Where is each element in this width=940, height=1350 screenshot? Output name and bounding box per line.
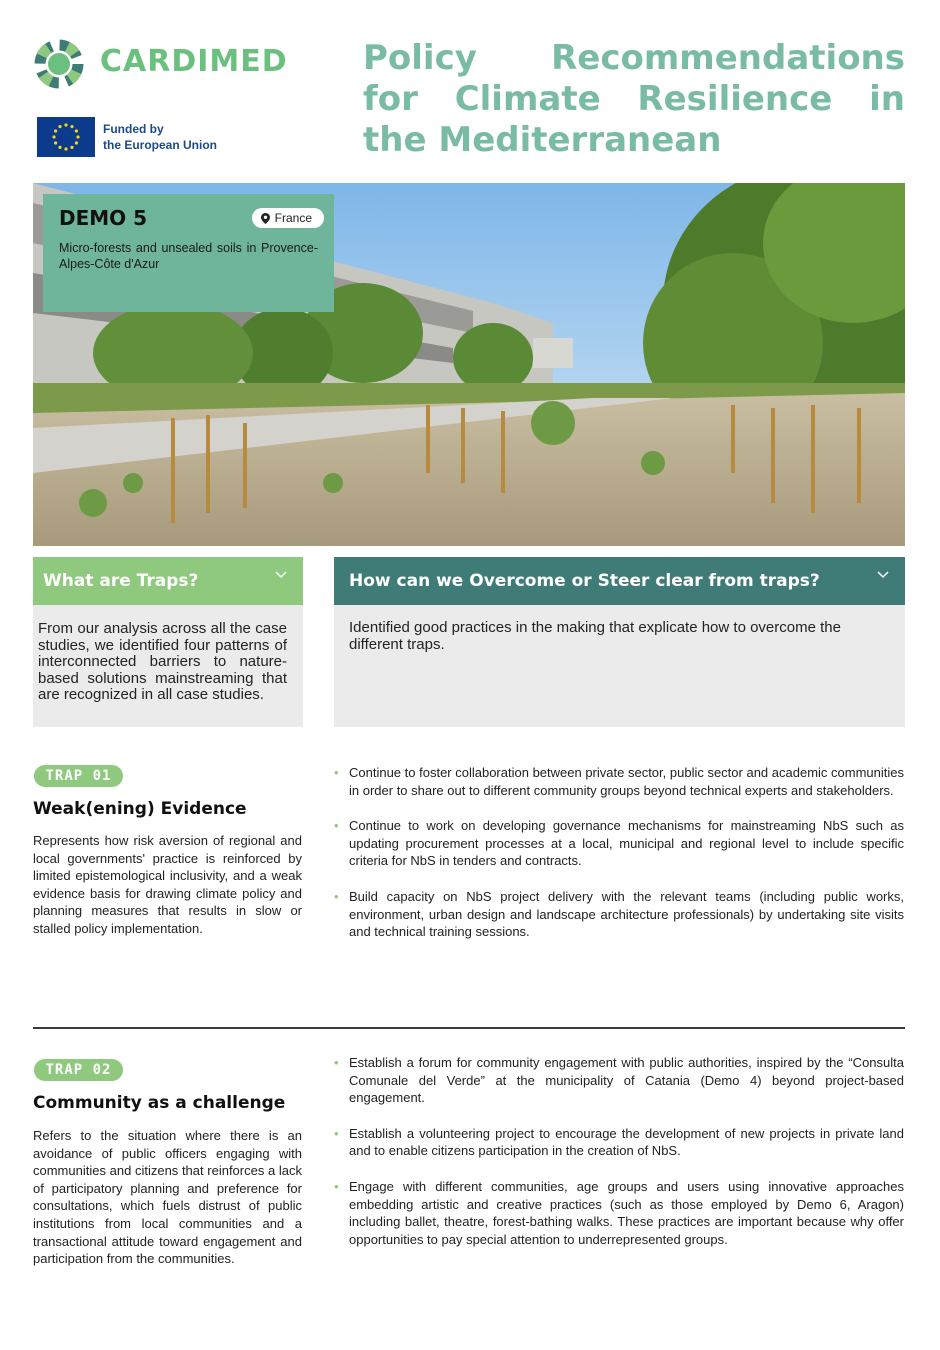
recommendation-item: • Establish a forum for community engagement with public authorities, inspired by the “Consulta Comunale del Verde” at the municipality of Catania (Demo 4) beyond project-based engagement. xyxy=(334,1054,904,1107)
overcome-section-body: Identified good practices in the making that explicate how to overcome the different traps. xyxy=(334,605,905,727)
recommendation-item: • Establish a volunteering project to encourage the development of new projects in private land and to enable citizens participation in the creation of NbS. xyxy=(334,1125,904,1160)
recommendation-item: • Build capacity on NbS project delivery with the relevant teams (including public works, environment, urban design and landscape architecture professionals) by undertaking site visits and technical training sessions. xyxy=(334,888,904,941)
recommendation-item: • Continue to foster collaboration between private sector, public sector and academic communities in order to share out to different community groups beyond technical experts and stakeholders. xyxy=(334,764,904,799)
trap-recommendations xyxy=(334,1054,904,1266)
cardimed-logo-icon xyxy=(33,38,85,90)
funded-line-1: Funded by xyxy=(103,122,164,136)
page-title: Policy Recommendations for Climate Resilience in the Mediterranean xyxy=(363,38,905,160)
trap-title: Weak(ening) Evidence xyxy=(33,799,247,819)
chevron-down-icon[interactable] xyxy=(877,569,889,581)
trap-recommendations xyxy=(334,764,904,959)
overcome-section-title: How can we Overcome or Steer clear from traps? xyxy=(349,571,820,591)
eu-flag-icon xyxy=(37,117,95,157)
demo-info-box xyxy=(43,194,334,312)
funded-line-2: the European Union xyxy=(103,138,217,152)
brand-name: CARDIMED xyxy=(100,44,288,79)
traps-section-header[interactable] xyxy=(33,557,303,605)
trap-tag: TRAP 01 xyxy=(34,765,123,787)
demo-description: Micro-forests and unsealed soils in Provence-Alpes-Côte d'Azur xyxy=(59,241,318,271)
recommendation-item: • Continue to work on developing governance mechanisms for mainstreaming NbS such as updating procurement processes at a local, municipal and regional level to include specific criteria for NbS in tenders and contracts. xyxy=(334,817,904,870)
funded-by-text xyxy=(103,121,217,153)
section-divider xyxy=(33,1027,905,1029)
demo-label: DEMO 5 xyxy=(59,206,148,230)
trap-description: Represents how risk aversion of regional and local governments' practice is reinforced by limited epistemological inclusivity, and a weak evidence basis for drawing climate policy and planning measures that results in slow or stalled policy implementation. xyxy=(33,833,302,936)
recommendation-item: • Engage with different communities, age groups and users using innovative approaches embedding artistic and creative practices (such as those employed by Demo 6, Aragon) including ballet, theatre, forest-bathing walks. These practices are important because why offer opportunities to pay special attention to underrepresented groups. xyxy=(334,1178,904,1248)
location-text: France xyxy=(274,211,312,225)
trap-tag: TRAP 02 xyxy=(34,1059,123,1081)
trap-title: Community as a challenge xyxy=(33,1093,286,1113)
traps-section-title: What are Traps? xyxy=(43,571,199,591)
location-pin-icon xyxy=(261,213,270,224)
traps-section-body: From our analysis across all the case studies, we identified four patterns of interconnected barriers to nature-based solutions mainstreaming that are recognized in all case studies. xyxy=(33,605,303,727)
chevron-down-icon[interactable] xyxy=(275,569,287,581)
trap-description: Refers to the situation where there is an avoidance of public officers engaging with communities and citizens that reinforces a lack of participatory planning and preference for consultations, which fuels distrust of public institutions from local communities and a transactional attitude toward engagement and participation from the communities. xyxy=(33,1128,302,1267)
location-badge xyxy=(252,208,324,228)
overcome-section-header[interactable] xyxy=(334,557,905,605)
